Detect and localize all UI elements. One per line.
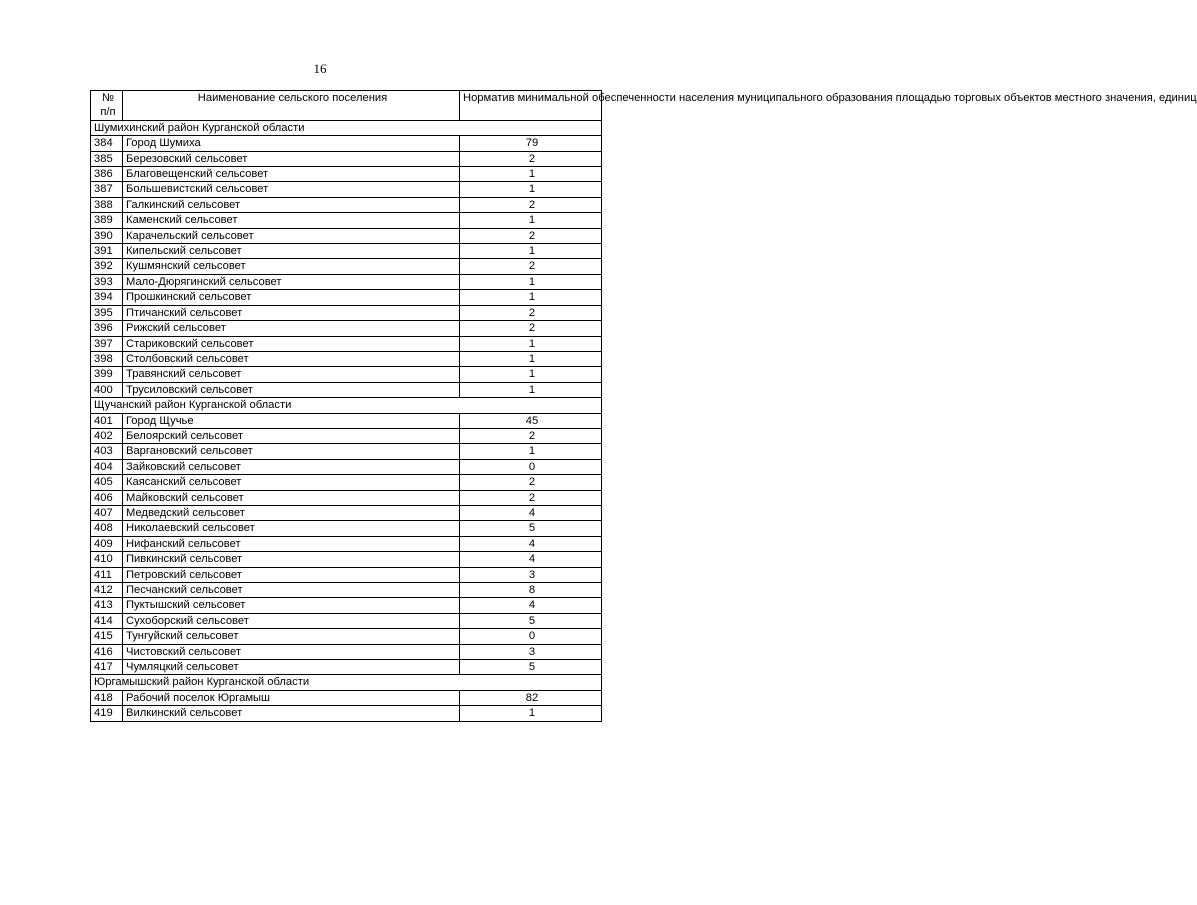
table-row — [91, 290, 602, 305]
table-row — [91, 167, 602, 182]
settlement-name: Город Шумиха — [123, 136, 460, 151]
norm-value: 3 — [460, 567, 602, 582]
settlement-name: Каменский сельсовет — [123, 213, 460, 228]
table-row — [91, 490, 602, 505]
norm-value: 82 — [460, 690, 602, 705]
row-number: 408 — [91, 521, 123, 536]
settlement-name: Петровский сельсовет — [123, 567, 460, 582]
settlement-name: Каясанский сельсовет — [123, 475, 460, 490]
table-row — [91, 382, 602, 397]
table-row — [91, 690, 602, 705]
header-settlement-name: Наименование сельского поселения — [123, 91, 460, 121]
header-norm-value: Норматив минимальной обеспеченности населения муниципального образования площадью торговых объектов местного значения, единиц — [460, 91, 602, 121]
row-number: 394 — [91, 290, 123, 305]
norm-value: 2 — [460, 305, 602, 320]
settlement-name: Галкинский сельсовет — [123, 197, 460, 212]
norm-value: 1 — [460, 167, 602, 182]
table-row — [91, 274, 602, 289]
norm-value: 1 — [460, 706, 602, 721]
settlement-name: Николаевский сельсовет — [123, 521, 460, 536]
table-row — [91, 598, 602, 613]
norm-value: 1 — [460, 274, 602, 289]
table-row — [91, 228, 602, 243]
norm-value: 1 — [460, 382, 602, 397]
settlement-name: Стариковский сельсовет — [123, 336, 460, 351]
row-number: 417 — [91, 660, 123, 675]
table-row — [91, 351, 602, 366]
settlement-name: Большевистский сельсовет — [123, 182, 460, 197]
settlement-name: Нифанский сельсовет — [123, 536, 460, 551]
settlement-name: Пуктышский сельсовет — [123, 598, 460, 613]
table-row — [91, 706, 602, 721]
settlement-name: Благовещенский сельсовет — [123, 167, 460, 182]
settlement-name: Кушмянский сельсовет — [123, 259, 460, 274]
norm-value: 5 — [460, 521, 602, 536]
settlement-name: Травянский сельсовет — [123, 367, 460, 382]
district-row — [91, 398, 602, 413]
norm-value: 1 — [460, 244, 602, 259]
row-number: 391 — [91, 244, 123, 259]
norm-value: 1 — [460, 182, 602, 197]
table-row — [91, 213, 602, 228]
table-row — [91, 197, 602, 212]
row-number: 390 — [91, 228, 123, 243]
row-number: 415 — [91, 629, 123, 644]
norm-value: 2 — [460, 321, 602, 336]
norm-value: 4 — [460, 536, 602, 551]
settlement-name: Чистовский сельсовет — [123, 644, 460, 659]
norm-value: 2 — [460, 228, 602, 243]
row-number: 389 — [91, 213, 123, 228]
norm-value: 45 — [460, 413, 602, 428]
table-row — [91, 536, 602, 551]
row-number: 398 — [91, 351, 123, 366]
norm-value: 8 — [460, 583, 602, 598]
settlement-name: Чумляцкий сельсовет — [123, 660, 460, 675]
table-row — [91, 459, 602, 474]
row-number: 401 — [91, 413, 123, 428]
table-row — [91, 413, 602, 428]
norm-value: 5 — [460, 613, 602, 628]
norm-value: 2 — [460, 197, 602, 212]
row-number: 406 — [91, 490, 123, 505]
settlement-name: Песчанский сельсовет — [123, 583, 460, 598]
norm-value: 4 — [460, 598, 602, 613]
row-number: 396 — [91, 321, 123, 336]
table-row — [91, 305, 602, 320]
row-number: 399 — [91, 367, 123, 382]
norm-value: 4 — [460, 505, 602, 520]
norm-value: 1 — [460, 290, 602, 305]
table-row — [91, 644, 602, 659]
settlement-name: Вилкинский сельсовет — [123, 706, 460, 721]
table-row — [91, 444, 602, 459]
norm-value: 2 — [460, 490, 602, 505]
norm-value: 2 — [460, 259, 602, 274]
settlement-name: Прошкинский сельсовет — [123, 290, 460, 305]
settlement-name: Белоярский сельсовет — [123, 428, 460, 443]
table-row — [91, 552, 602, 567]
row-number: 411 — [91, 567, 123, 582]
district-row — [91, 120, 602, 135]
norm-value: 1 — [460, 351, 602, 366]
row-number: 395 — [91, 305, 123, 320]
table-row — [91, 259, 602, 274]
table-row — [91, 521, 602, 536]
settlement-name: Пивкинский сельсовет — [123, 552, 460, 567]
norm-value: 2 — [460, 428, 602, 443]
row-number: 409 — [91, 536, 123, 551]
settlement-name: Сухоборский сельсовет — [123, 613, 460, 628]
row-number: 393 — [91, 274, 123, 289]
table-row — [91, 336, 602, 351]
row-number: 414 — [91, 613, 123, 628]
district-name: Юргамышский район Курганской области — [91, 675, 602, 690]
row-number: 400 — [91, 382, 123, 397]
settlement-name: Тунгуйский сельсовет — [123, 629, 460, 644]
table-row — [91, 505, 602, 520]
settlement-name: Карачельский сельсовет — [123, 228, 460, 243]
norm-value: 0 — [460, 629, 602, 644]
row-number: 386 — [91, 167, 123, 182]
district-name: Щучанский район Курганской области — [91, 398, 602, 413]
row-number: 410 — [91, 552, 123, 567]
settlement-name: Зайковский сельсовет — [123, 459, 460, 474]
settlement-name: Рабочий поселок Юргамыш — [123, 690, 460, 705]
table-row — [91, 475, 602, 490]
settlement-name: Майковский сельсовет — [123, 490, 460, 505]
table-row — [91, 136, 602, 151]
table-row — [91, 613, 602, 628]
table-body — [91, 120, 602, 721]
settlement-name: Птичанский сельсовет — [123, 305, 460, 320]
district-row — [91, 675, 602, 690]
table-row — [91, 583, 602, 598]
norm-value: 0 — [460, 459, 602, 474]
norm-value: 5 — [460, 660, 602, 675]
settlement-name: Кипельский сельсовет — [123, 244, 460, 259]
row-number: 402 — [91, 428, 123, 443]
norm-value: 1 — [460, 213, 602, 228]
table-row — [91, 629, 602, 644]
row-number: 419 — [91, 706, 123, 721]
row-number: 405 — [91, 475, 123, 490]
header-number: № п/п — [91, 91, 123, 121]
row-number: 418 — [91, 690, 123, 705]
row-number: 412 — [91, 583, 123, 598]
norms-table — [90, 90, 1197, 722]
district-name: Шумихинский район Курганской области — [91, 120, 602, 135]
row-number: 392 — [91, 259, 123, 274]
row-number: 407 — [91, 505, 123, 520]
settlement-name: Трусиловский сельсовет — [123, 382, 460, 397]
table-header-row — [91, 91, 602, 121]
table-row — [91, 321, 602, 336]
norm-value: 2 — [460, 151, 602, 166]
settlement-name: Рижский сельсовет — [123, 321, 460, 336]
norm-value: 1 — [460, 336, 602, 351]
table-row — [91, 182, 602, 197]
norm-value: 79 — [460, 136, 602, 151]
settlement-name: Город Щучье — [123, 413, 460, 428]
norm-value: 2 — [460, 475, 602, 490]
row-number: 385 — [91, 151, 123, 166]
table-row — [91, 151, 602, 166]
norm-value: 3 — [460, 644, 602, 659]
norm-value: 4 — [460, 552, 602, 567]
table-row — [91, 428, 602, 443]
settlement-name: Столбовский сельсовет — [123, 351, 460, 366]
settlement-name: Варгановский сельсовет — [123, 444, 460, 459]
settlement-name: Медведский сельсовет — [123, 505, 460, 520]
settlement-name: Мало-Дюрягинский сельсовет — [123, 274, 460, 289]
norm-value: 1 — [460, 367, 602, 382]
table-row — [91, 567, 602, 582]
row-number: 397 — [91, 336, 123, 351]
table-row — [91, 367, 602, 382]
row-number: 404 — [91, 459, 123, 474]
row-number: 413 — [91, 598, 123, 613]
table-row — [91, 244, 602, 259]
settlement-name: Березовский сельсовет — [123, 151, 460, 166]
row-number: 388 — [91, 197, 123, 212]
row-number: 403 — [91, 444, 123, 459]
row-number: 416 — [91, 644, 123, 659]
table-row — [91, 660, 602, 675]
row-number: 387 — [91, 182, 123, 197]
row-number: 384 — [91, 136, 123, 151]
norm-value: 1 — [460, 444, 602, 459]
page-number: 16 — [313, 61, 327, 76]
